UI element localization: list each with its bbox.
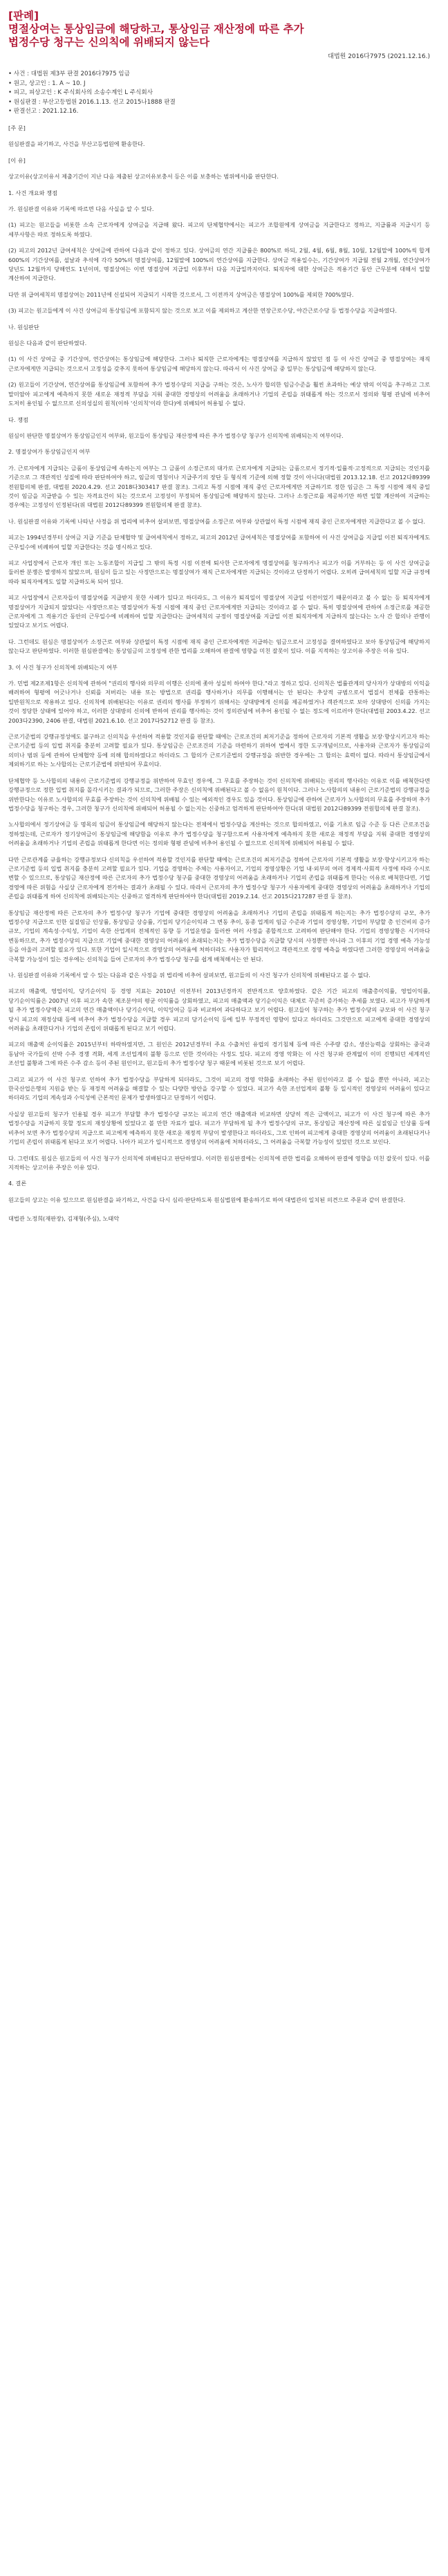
paragraph: 원고들의 상고는 이유 있으므로 원심판결을 파기하고, 사건을 다시 심리·판단하도록 원심법원에 환송하기로 하여 대법관의 일치된 의견으로 주문과 같이 판결한다. — [8, 1196, 406, 1203]
case-reference: 대법원 2016다7975 (2021.12.16.) — [328, 53, 430, 60]
paragraph: 노사합의에서 정기상여금 등 명목의 임금이 통상임금에 해당하지 않는다는 전제에서 법정수당을 계산하는 것으로 합의하였고, 이를 기초로 임금 수준 등 다른 근로조건을 정하였는데, 근로자가 정기상여금이 통상임금에 해당함을 이유로 추가 법정수당을 청구함으로써 사용자에게 예측하지 못한 새로운 재정적 부담을 지워 중대한 경영상의 어려움을 초래하거나 기업의 존립을 위태롭게 한다면 이는 정의와 형평 관념에 비추어 용인될 수 없으므로 신의칙에 위배되어 허용될 수 없다. — [8, 821, 430, 847]
paragraph: 가. 민법 제2조제1항은 신의칙에 관하여 "권리의 행사와 의무의 이행은 신의에 좇아 성실히 하여야 한다."라고 정하고 있다. 신의칙은 법률관계의 당사자가 상대방의 이익을 배려하여 형평에 어긋나거나 신뢰를 저버리는 내용 또는 방법으로 권리를 행사하거나 의무를 이행해서는 안 된다는 추상적 규범으로서 법질서 전체를 관통하는 일반원칙으로 작용하고 있다. 신의칙에 위배된다는 이유로 권리의 행사를 부정하기 위해서는 상대방에게 신의를 제공하였거나 객관적으로 보아 상대방이 신의를 가지는 것이 정당한 상태에 있어야 하고, 이러한 상대방의 신의에 반하여 권리를 행사하는 것이 정의관념에 비추어 용인될 수 없는 정도에 이르러야 한다(대법원 2003.4.22. 선고 2003다2390, 2406 판결, 대법원 2021.6.10. 선고 2017다52712 판결 등 참조). — [8, 680, 430, 724]
meta-item: • 피고, 피상고인 : K 주식회사의 소송수계인 L 주식회사 — [8, 89, 153, 97]
paragraph: 나. 원심판결 이유와 기록에 나타난 사정을 위 법리에 비추어 살펴보면, 명절상여를 소정근로 여부와 상관없이 특정 시점에 재직 중인 근로자에게만 지급한다고 볼 수 없다. — [8, 517, 425, 525]
paragraph: (1) 피고는 원고들을 비롯한 소속 근로자에게 상여금을 지급해 왔다. 피고의 단체협약에서는 피고가 조합원에게 상여금을 지급한다고 정하고, 지급률과 지급시기 등 세부사항은 따로 정하도록 하였다. — [8, 221, 430, 238]
justices-line: 대법관 노정희(재판장), 김재형(주심), 노태악 — [8, 1215, 120, 1223]
meta-item: • 원심판결 : 부산고등법원 2016.1.13. 선고 2015나1888 판결 — [8, 98, 176, 106]
title-line-3: 법정수당 청구는 신의칙에 위배되지 않는다 — [8, 36, 210, 48]
paragraph: 1. 사건 개요와 쟁점 — [8, 189, 57, 196]
paragraph: 다만 근로관계를 규율하는 강행규정보다 신의칙을 우선하여 적용할 것인지를 판단할 때에는 근로조건의 최저기준을 정하여 근로자의 기본적 생활을 보장·향상시키고자 하는 근로기준법 등의 입법 취지를 충분히 고려할 필요가 있다. 기업을 경영하는 주체는 사용자이고, 기업의 경영상황은 기업 내·외부의 여러 경제적·사회적 사정에 따라 수시로 변할 수 있으므로, 통상임금 재산정에 따른 근로자의 추가 법정수당 청구를 중대한 경영상의 어려움을 초래하거나 기업의 존립을 위태롭게 한다는 이유로 배척한다면, 기업 경영에 따른 위험을 사실상 근로자에게 전가하는 결과가 초래될 수 있다. 따라서 근로자의 추가 법정수당 청구가 사용자에게 중대한 경영상의 어려움을 초래하거나 기업의 존립을 위태롭게 하여 신의칙에 위배되는지는 신중하고 엄격하게 판단하여야 한다(대법원 2019.2.14. 선고 2015다217287 판결 등 참조). — [8, 855, 430, 900]
paragraph: 상고이유(상고이유서 제출기간이 지난 다음 제출된 상고이유보충서 등은 이를 보충하는 범위에서)를 판단한다. — [8, 173, 279, 180]
meta-item: • 사건 : 대법원 제3부 판결 2016다7975 임금 — [8, 71, 130, 77]
paragraph: 원심은 다음과 같이 판단하였다. — [8, 340, 87, 347]
paragraph: 사실상 원고들의 청구가 인용될 경우 피고가 부담할 추가 법정수당 규모는 피고의 연간 매출액과 비교하면 상당히 적은 금액이고, 피고가 이 사건 청구에 따른 추가 법정수당을 지급하지 못할 정도의 재정상황에 있었다고 볼 만한 자료가 없다. 피고가 부담하게 될 추가 법정수당의 규모, 통상임금 재산정에 따른 실질임금 인상률 등에 비추어 보면 추가 법정수당의 지급으로 피고에게 예측하지 못한 새로운 재정적 부담이 발생한다고 하더라도, 그로 인하여 피고에게 중대한 경영상의 어려움이 초래된다거나 기업의 존립이 위태롭게 된다고 보기 어렵다. 나아가 피고가 일시적으로 경영상의 어려움에 처하더라도, 그 어려움을 극복할 가능성이 있었던 것으로 보인다. — [8, 1110, 430, 1146]
paragraph: 2. 명절상여가 통상임금인지 여부 — [8, 448, 91, 456]
paragraph: (3) 피고는 원고들에게 이 사건 상여금의 통상임금에 포함되지 않는 것으로 보고 이를 제외하고 계산한 연장근로수당, 야간근로수당 등 법정수당을 지급하였다. — [8, 307, 397, 315]
paragraph: (2) 피고의 2012년 급여세칙은 상여금에 관하여 다음과 같이 정하고 있다. 상여금의 연간 지급률은 800%로 하되, 2월, 4월, 6월, 8월, 10월, 12월말에 100%씩 합계 600%의 기간상여를, 설날과 추석에 각각 50%의 명절상여를, 12월말에 100%의 연간상여를 지급한다. 상여금 적용일수는, 기간상여가 지급월 전월 2개월, 연간상여가 당년도 12월까지 당해연도 1년이며, 명절상여는 이번 명절상여 지급일 이후부터 다음 지급일까지이다. 퇴직자에 대한 상여금은 적용기간 동안 근무분에 대해서 일할 계산하여 지급한다. — [8, 247, 430, 282]
paragraph: 3. 이 사건 청구가 신의칙에 위배되는지 여부 — [8, 663, 118, 671]
paragraph: [주 문] — [8, 124, 26, 131]
paragraph: 다. 그런데도 원심은 원고들의 이 사건 청구가 신의칙에 위배된다고 판단하였다. 이러한 원심판결에는 신의칙에 관한 법리를 오해하여 판결에 영향을 미친 잘못이 있다. 이를 지적하는 상고이유 주장은 이유 있다. — [8, 1154, 430, 1171]
paragraph: 근로기준법의 강행규정성에도 불구하고 신의칙을 우선하여 적용할 것인지를 판단할 때에는 근로조건의 최저기준을 정하여 근로자의 기본적 생활을 보장·향상시키고자 하는 근로기준법 등의 입법 취지를 충분히 고려할 필요가 있다. 통상임금은 근로조건의 기준을 마련하기 위하여 법에서 정한 도구개념이므로, 사용자와 근로자가 통상임금의 의미나 범위 등에 관하여 단체협약 등에 의해 합의하였다고 하더라도 그 합의가 근로기준법의 강행규정을 위반한 경우에는 그 합의는 효력이 없다. 따라서 통상임금에서 제외하기로 하는 노사합의는 근로기준법에 위반되어 무효이다. — [8, 733, 430, 768]
paragraph: 단체협약 등 노사합의의 내용이 근로기준법의 강행규정을 위반하여 무효인 경우에, 그 무효를 주장하는 것이 신의칙에 위배되는 권리의 행사라는 이유로 이를 배척한다면 강행규정으로 정한 입법 취지를 몰각시키는 결과가 되므로, 그러한 주장은 신의칙에 위배된다고 볼 수 없음이 원칙이다. 그러나 노사합의의 내용이 근로기준법의 강행규정을 위반한다는 이유로 노사합의의 무효를 주장하는 것이 신의칙에 위배될 수 있는 예외적인 경우도 있을 것이다. 통상임금에 관하여 근로자가 노사합의의 무효를 주장하며 추가 법정수당을 청구하는 경우, 그러한 청구가 신의칙에 위배되어 허용될 수 없는지는 신중하고 엄격하게 판단하여야 한다(위 대법원 2012다89399 전원합의체 판결 참조). — [8, 777, 430, 812]
paragraph: 가. 근로자에게 지급되는 금품이 통상임금에 속하는지 여부는 그 금품이 소정근로의 대가로 근로자에게 지급되는 금품으로서 정기적·일률적·고정적으로 지급되는 것인지를 기준으로 그 객관적인 성질에 따라 판단하여야 하고, 임금의 명칭이나 지급주기의 장단 등 형식적 기준에 의해 정할 것이 아니다(대법원 2013.12.18. 선고 2012다89399 전원합의체 판결, 대법원 2020.4.29. 선고 2018다303417 판결 참조). 그리고 특정 시점에 재직 중인 근로자에게만 지급하기로 정한 임금은 그 특정 시점에 재직 중일 것이 임금을 지급받을 수 있는 자격요건이 되는 것으로서 고정성이 부정되어 통상임금에 해당하지 않는다. 그러나 소정근로를 제공하기만 하면 일할 계산하여 지급하는 경우에는 고정성이 인정된다(위 대법원 2012다89399 전원합의체 판결 참조). — [8, 464, 430, 509]
title-line-1: [판례] — [8, 10, 39, 22]
paragraph: 피고 사업장에서 근로자 개인 또는 노동조합이 지급일 그 밖의 특정 시점 이전에 퇴사한 근로자에게 명절상여를 청구하거나 피고가 이를 거부하는 등 이 사건 상여금을 둘러싼 분쟁은 발생하지 않았으며, 원심이 들고 있는 사정만으로는 명절상여가 재직 근로자에게만 지급되는 것이라고 단정하기 어렵다. 오히려 급여세칙의 일할 지급 규정에 따라 퇴직자에게도 일할 지급하도록 되어 있다. — [8, 559, 430, 585]
paragraph: 피고의 매출액, 영업이익, 당기순이익 등 경영 지표는 2010년 이전부터 2013년경까지 전반적으로 양호하였다. 같은 기간 피고의 매출총이익률, 영업이익률, 당기순이익률은 2007년 이후 피고가 속한 제조분야의 평균 이익률을 상회하였고, 피고의 매출액과 당기순이익은 대체로 꾸준히 증가하는 추세를 보였다. 피고가 부담하게 될 추가 법정수당액은 피고의 연간 매출액이나 당기순이익, 이익잉여금 등과 비교하여 과다하다고 보기 어렵다. 원고들이 청구하는 추가 법정수당의 규모와 이 사건 청구 당시 피고의 재정상태 등에 비추어 추가 법정수당을 지급할 경우 피고의 당기순이익 등에 일부 부정적인 영향이 있다고 하더라도 그것만으로 피고에게 중대한 경영상의 어려움을 초래한다거나 기업의 존립이 위태롭게 된다고 보기 어렵다. — [8, 988, 430, 1032]
paragraph: 4. 결론 — [8, 1180, 27, 1187]
paragraph: 다. 쟁점 — [8, 416, 28, 423]
paragraph: 가. 원심판결 이유와 기록에 따르면 다음 사실을 알 수 있다. — [8, 205, 154, 212]
paragraph: 원심판결을 파기하고, 사건을 부산고등법원에 환송한다. — [8, 140, 145, 148]
paragraph: 통상임금 재산정에 따른 근로자의 추가 법정수당 청구가 기업에 중대한 경영상의 어려움을 초래하거나 기업의 존립을 위태롭게 하는지는 추가 법정수당의 규모, 추가 법정수당 지급으로 인한 실질임금 인상률, 통상임금 상승률, 기업의 당기순이익과 그 변동 추이, 동종 업계의 임금 수준과 기업의 경영상황, 기업이 부담할 총 인건비의 증가 규모, 기업의 계속성·수익성, 기업이 속한 산업계의 전체적인 동향 등 기업운영을 둘러싼 여러 사정을 종합적으로 고려하여 판단해야 한다. 기업의 경영상황은 시기마다 변동하므로, 추가 법정수당의 지급으로 기업에 중대한 경영상의 어려움이 초래되는지는 추가 법정수당을 지급할 당시의 사정뿐만 아니라 그 이후의 기업 경영 예측 가능성 등을 아울러 고려할 필요가 있다. 또한 기업이 일시적으로 경영상의 어려움에 처하더라도 사용자가 합리적이고 객관적으로 경영 예측을 하였다면 그러한 경영상의 어려움을 극복할 가능성이 있는 경우에는 신의칙을 들어 근로자의 추가 법정수당 청구를 쉽게 배척해서는 안 된다. — [8, 909, 430, 963]
meta-item: • 원고, 상고인 : 1. A ~ 10. J — [8, 80, 86, 87]
paragraph: 원심이 판단한 명절상여가 통상임금인지 여부와, 원고들이 통상임금 재산정에 따른 추가 법정수당 청구가 신의칙에 위배되는지 여부이다. — [8, 432, 344, 439]
paragraph: 나. 원심판결 이유와 기록에서 알 수 있는 다음과 같은 사정을 위 법리에 비추어 살펴보면, 원고들의 이 사건 청구가 신의칙에 위배된다고 볼 수 없다. — [8, 972, 371, 979]
paragraph: 다. 그런데도 원심은 명절상여가 소정근로 여부와 상관없이 특정 시점에 재직 중인 근로자에게만 지급하는 임금으로서 고정성을 결여하였다고 보아 통상임금에 해당하지 않는다고 판단하였다. 이러한 원심판결에는 통상임금의 고정성에 관한 법리를 오해하여 판결에 영향을 미친 잘못이 있다. 이를 지적하는 상고이유 주장은 이유 있다. — [8, 638, 430, 655]
paragraph: 피고 사업장에서 근로자들이 명절상여를 지급받지 못한 사례가 있다고 하더라도, 그 이유가 퇴직일이 명절상여 지급일 이전이었기 때문이라고 볼 수 없는 등 퇴직자에게 명절상여가 지급되지 않았다는 사정만으로는 명절상여가 특정 시점에 재직 중인 근로자에게만 지급되는 것이라고 볼 수 없다. 특히 명절상여에 관하여 소정근로를 제공한 근로자에게 그 적용기간 동안의 근무일수에 비례하여 일할 지급한다는 급여세칙의 규정이 명절상여를 지급일 이전 퇴직자에게 지급하지 않는다는 노사 간 합의나 관행이 있었다고 보기도 어렵다. — [8, 594, 430, 629]
paragraph: 나. 원심판단 — [8, 323, 39, 331]
meta-item: • 판결선고 : 2021.12.16. — [8, 108, 79, 115]
case-metadata — [8, 70, 430, 117]
paragraph: 그리고 피고가 이 사건 청구로 인하여 추가 법정수당을 부담하게 되더라도, 그것이 피고의 경영 악화를 초래하는 주된 원인이라고 볼 수 없을 뿐만 아니라, 피고는 한국산업은행의 지원을 받는 등 재정적 어려움을 해결할 수 있는 다양한 방안을 강구할 수 있었다. 피고가 속한 조선업계의 불황 등 일시적인 경영상의 어려움이 있다고 하더라도 기업의 계속성과 수익성에 근본적인 문제가 발생하였다고 단정하기 어렵다. — [8, 1075, 430, 1102]
paragraph: (1) 이 사건 상여금 중 기간상여, 연간상여는 통상임금에 해당한다. 그러나 퇴직한 근로자에게는 명절상여를 지급하지 않았던 점 등 이 사건 상여금 중 명절상여는 재직 근로자에게만 지급되는 것으로서 고정성을 갖추지 못하여 통상임금에 해당하지 않는다. 따라서 이 사건 상여금 중 일부는 통상임금에 해당하지 않는다. — [8, 355, 430, 372]
judgment-body — [8, 124, 430, 1205]
paragraph: 피고는 1994년경부터 상여금 지급 기준을 단체협약 및 급여세칙에서 정하고, 피고의 2012년 급여세칙은 명절상여를 포함하여 이 사건 상여금을 지급일 이전 퇴직자에게도 근무일수에 비례하여 일할 지급한다는 것을 명시하고 있다. — [8, 534, 430, 550]
paragraph: 다만 위 급여세칙의 명절상여는 2011년에 신설되어 지급되기 시작한 것으로서, 그 이전까지 상여금은 명절상여 100%를 제외한 700%였다. — [8, 290, 354, 298]
page-title — [8, 10, 430, 49]
paragraph: (2) 원고들이 기간상여, 연간상여를 통상임금에 포함하여 추가 법정수당의 지급을 구하는 것은, 노사가 합의한 임금수준을 훨씬 초과하는 예상 밖의 이익을 추구하고 그로 말미암아 피고에게 예측하지 못한 새로운 재정적 부담을 지워 중대한 경영상의 어려움을 초래하거나 기업의 존립을 위태롭게 하는 것으로서 정의와 형평 관념에 비추어 도저히 용인될 수 없으므로 신의성실의 원칙(이하 '신의칙'이라 한다)에 위배되어 허용될 수 없다. — [8, 381, 430, 407]
paragraph: 피고의 매출액 순이익률은 2015년부터 하락하였지만, 그 원인은 2012년경부터 주요 수출처인 유럽의 경기침체 등에 따른 수주량 감소, 생산능력을 상회하는 중국과 동남아 국가들의 선박 수주 경쟁 격화, 세계 조선업계의 불황 등으로 인한 것이라는 사정도 있다. 피고의 경영 악화는 이 사건 청구와 관계없이 이미 진행되던 세계적인 조선업 불황과 그에 따른 수주 감소 등이 주된 원인이고, 원고들의 추가 법정수당 청구 때문에 비롯된 것으로 보기 어렵다. — [8, 1041, 430, 1067]
title-line-2: 명절상여는 통상임금에 해당하고, 통상임금 재산정에 따른 추가 — [8, 23, 304, 35]
paragraph: [이 유] — [8, 156, 26, 164]
